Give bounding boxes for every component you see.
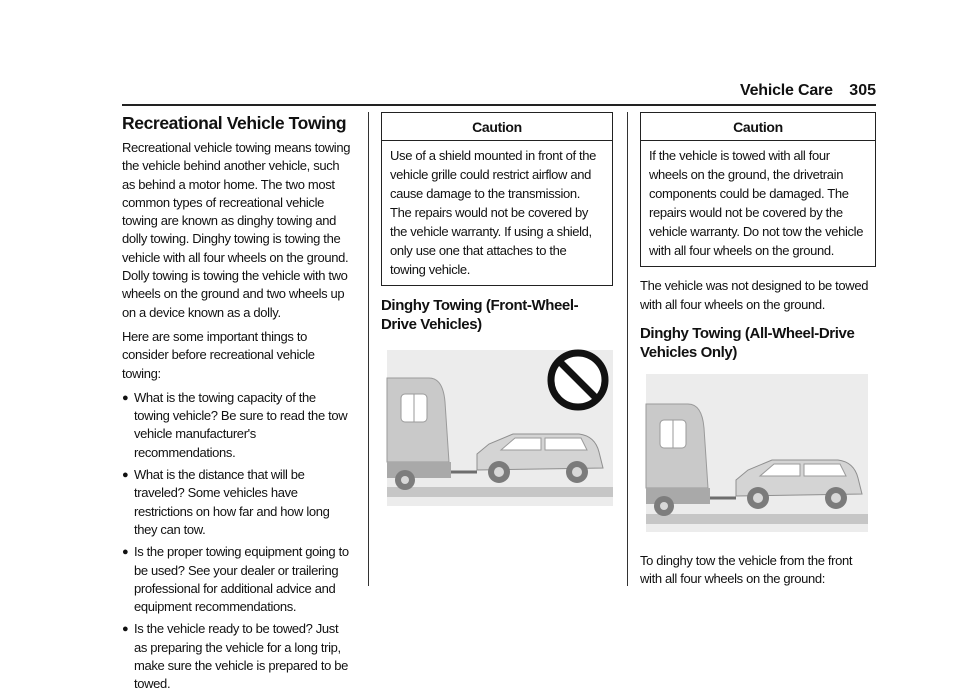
column-divider-2 [627,112,628,586]
awd-towing-illustration [640,370,870,538]
header-rule [122,104,876,106]
closing-paragraph: To dinghy tow the vehicle from the front with all four wheels on the ground: [640,552,853,587]
caution-body: If the vehicle is towed with all four wheels on the ground, the drivetrain components could be damaged. The repairs would not be covered by the vehicle warranty. Do not tow the vehicle with all four wheels on the ground. [649,148,864,259]
page-number: 305 [849,82,876,99]
page-header [740,82,876,104]
column-2 [381,112,613,526]
section-title: Vehicle Care [740,82,833,99]
bullet-icon: ● [122,623,129,636]
fwd-towing-illustration [381,342,613,512]
list-item: ● Is the proper towing equipment going to be used? See your dealer or trailering professional for additional advice and equipment recommendations. [122,544,349,615]
caution-body: Use of a shield mounted in front of the vehicle grille could restrict airflow and cause damage to the transmission. The repairs would not be covered by the vehicle warranty. If using a shield, only use one that attaches to the towing vehicle. [390,148,597,278]
caution-box-drivetrain [640,112,876,267]
section-heading-awd: Dinghy Towing (All-Wheel-Drive Vehicles Only) [640,324,855,361]
considerations-list [122,389,354,694]
caution-title: Caution [382,113,612,141]
no-symbol-icon [551,353,605,407]
column-1 [122,112,354,698]
caution-box-shield [381,112,613,286]
caution-title: Caution [641,113,875,141]
column-divider-1 [368,112,369,586]
page-title: Recreational Vehicle Towing [122,113,347,133]
list-item: ● Is the vehicle ready to be towed? Just as preparing the vehicle for a long trip, make sure the vehicle is prepared to be towed. [122,621,348,692]
bullet-icon: ● [122,546,129,559]
list-item: ● What is the distance that will be traveled? Some vehicles have restrictions on how far and how long they can tow. [122,467,330,537]
bullet-icon: ● [122,391,129,404]
list-item: ● What is the towing capacity of the towing vehicle? Be sure to read the tow vehicle manufacturer's recommendations. [122,389,348,460]
bullet-icon: ● [122,469,129,482]
lead-paragraph: Here are some important things to consider before recreational vehicle towing: [122,328,315,381]
column-3 [640,112,876,594]
intro-paragraph: Recreational vehicle towing means towing the vehicle behind another vehicle, such as behind a motor home. The two most common types of recreational vehicle towing are known as dinghy towing and dolly towing. Dinghy towing is towing the vehicle with all four wheels on the ground. Dolly towing is towing the vehicle with two wheels on the ground and two wheels up on a device known as a dolly. [122,140,351,320]
note-paragraph: The vehicle was not designed to be towed with all four wheels on the ground. [640,278,869,312]
section-heading-fwd: Dinghy Towing (Front-Wheel-Drive Vehicles) [381,297,579,334]
